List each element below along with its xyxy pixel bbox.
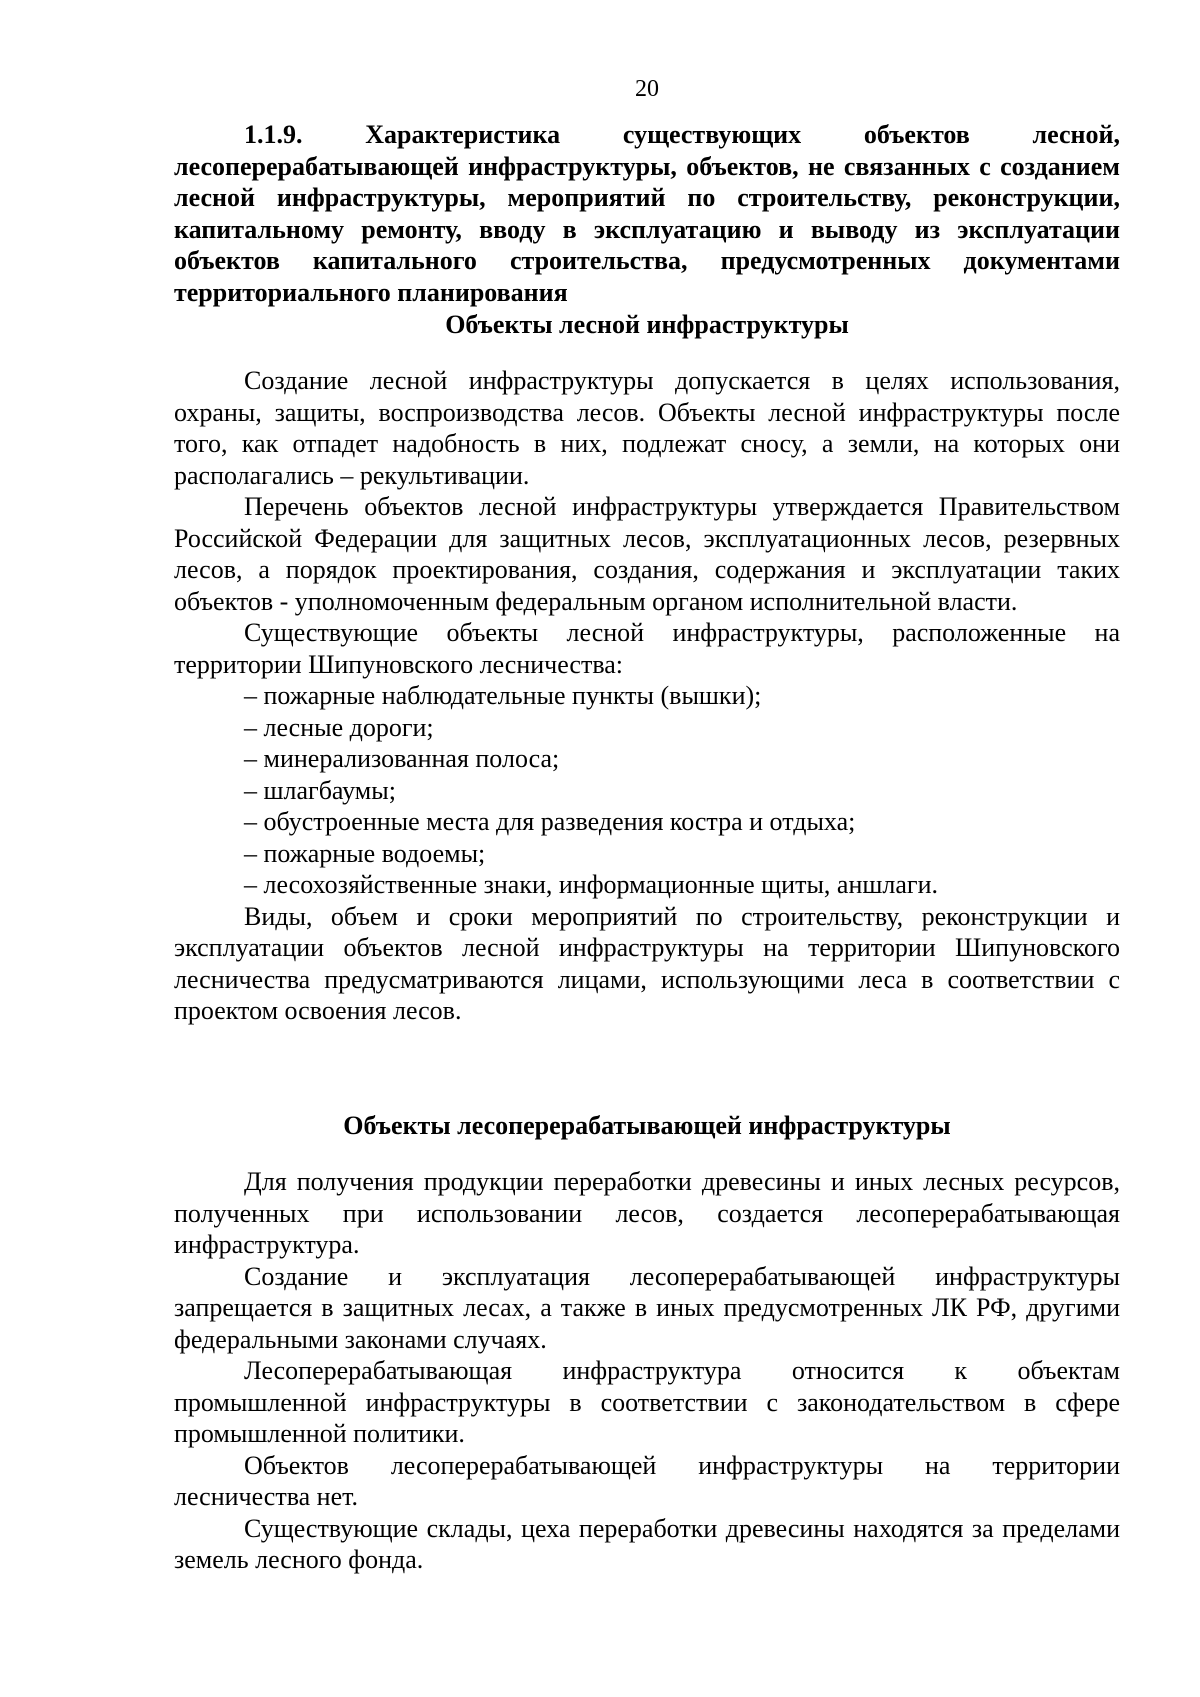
list-item: – пожарные водоемы; [244,838,486,868]
paragraph: Создание и эксплуатация лесоперерабатывающей инфраструктуры запрещается в защитных лесах, а также в иных предусмотренных ЛК РФ, другими федеральными законами случаях. [174,1261,1120,1354]
forest-infrastructure-body [174,365,1120,1027]
list-item: – лесохозяйственные знаки, информационные щиты, аншлаги. [244,870,938,899]
paragraph: Лесоперерабатывающая инфраструктура относится к объектам промышленной инфраструктуры в соответствии с законодательством в сфере промышленной политики. [174,1356,1120,1448]
processing-infrastructure-body [174,1166,1120,1576]
list-item: – обустроенные места для разведения костра и отдыха; [244,807,856,836]
page-number: 20 [635,76,659,102]
paragraph: Для получения продукции переработки древесины и иных лесных ресурсов, полученных при использовании лесов, создается лесоперерабатывающая инфраструктура. [174,1167,1120,1259]
list-item: – минерализованная полоса; [244,744,560,773]
paragraph: Существующие склады, цеха переработки древесины находятся за пределами земель лесного фонда. [174,1513,1120,1574]
paragraph: Существующие объекты лесной инфраструктуры, расположенные на территории Шипуновского лесничества: [174,618,1120,679]
subheading-processing-infrastructure: Объекты лесоперерабатывающей инфраструктуры [343,1111,951,1140]
subheading-forest-infrastructure: Объекты лесной инфраструктуры [445,310,849,339]
list-item: – пожарные наблюдательные пункты (вышки); [244,681,762,710]
list-item: – лесные дороги; [244,712,434,742]
infrastructure-list [174,680,1120,901]
section-heading: 1.1.9. Характеристика существующих объектов лесной, лесоперерабатывающей инфраструктуры, объектов, не связанных с созданием лесной инфраструктуры, мероприятий по строительству, реконструкции, капитальному ремонту, вводу в эксплуатацию и выводу из эксплуатации объектов капитального строительства, предусмотренных документами территориального планирования [174,120,1120,307]
paragraph: Перечень объектов лесной инфраструктуры утверждается Правительством Российской Федерации для защитных лесов, эксплуатационных лесов, резервных лесов, а порядок проектирования, создания, содержания и эксплуатации таких объектов - уполномоченным федеральным органом исполнительной власти. [174,492,1120,616]
paragraph: Объектов лесоперерабатывающей инфраструктуры на территории лесничества нет. [174,1450,1120,1511]
paragraph: Виды, объем и сроки мероприятий по строительству, реконструкции и эксплуатации объектов лесной инфраструктуры на территории Шипуновского лесничества предусматриваются лицами, использующими леса в соответствии с проектом освоения лесов. [174,901,1120,1025]
paragraph: Создание лесной инфраструктуры допускается в целях использования, охраны, защиты, воспроизводства лесов. Объекты лесной инфраструктуры после того, как отпадет надобность в них, подлежат сносу, а земли, на которых они располагались – рекультивации. [174,366,1120,490]
list-item: – шлагбаумы; [244,775,396,805]
